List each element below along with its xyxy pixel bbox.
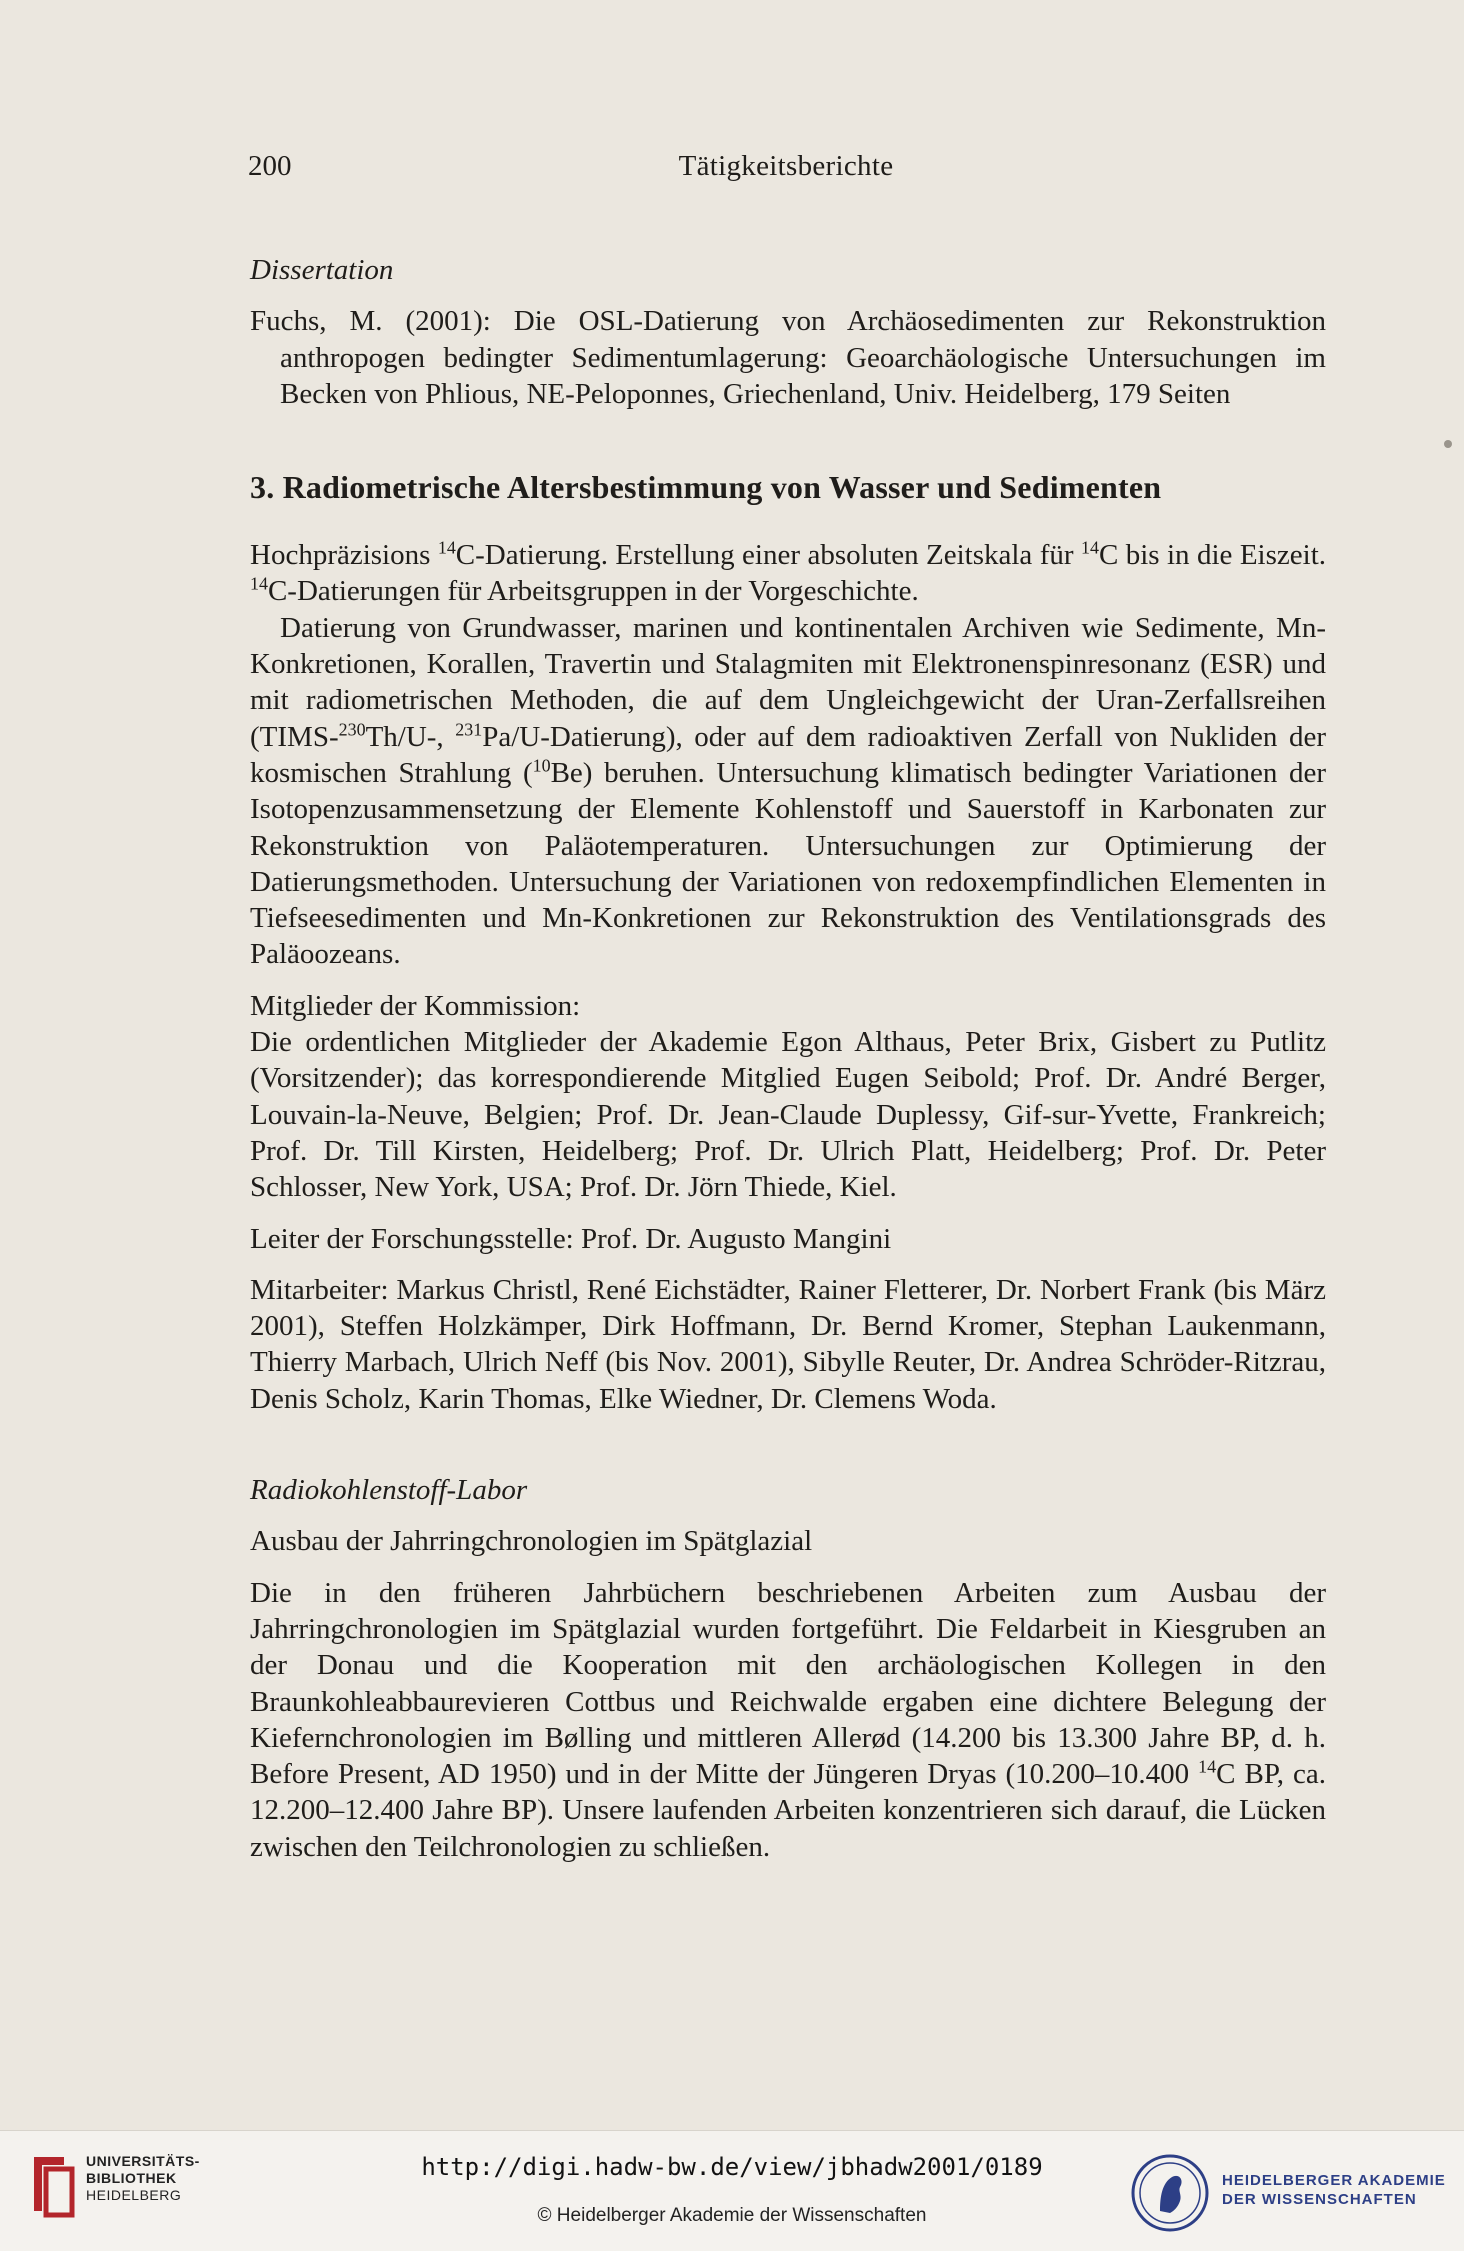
document-url-link[interactable]: http://digi.hadw-bw.de/view/jbhadw2001/0189 [421, 2153, 1043, 2181]
dissertation-label: Dissertation [250, 254, 394, 286]
dissertation-entry: Fuchs, M. (2001): Die OSL-Datierung von Archäosedimenten zur Rekonstruktion anthropogen bedingter Sedimentumlagerung: Geoarchäologische Untersuchungen im Becken von Phlious, NE-Peloponnes, Griechenland, Univ. Heidelberg, 179 Seiten [250, 305, 1326, 410]
page-edge-mark [1444, 440, 1452, 448]
radiocarbon-label: Radiokohlenstoff-Labor [250, 1474, 528, 1507]
copyright-text: © Heidelberger Akademie der Wissenschaften [537, 2205, 927, 2226]
running-head [248, 150, 1324, 190]
radiocarbon-body: Die in den früheren Jahrbüchern beschriebenen Arbeiten zum Ausbau der Jahrringchronologien im Spätglazial wurden fortgeführt. Die Feldarbeit in Kiesgruben an der Donau und die Kooperation mit den archäologischen Kollegen in den Braunkohleabbaurevieren Cottbus und Reichwalde ergaben eine dichtere Belegung der Kiefernchronologien im Bølling und mittleren Allerød (14.200 bis 13.300 Jahre BP, d. h. Before Present, AD 1950) und in der Mitte der Jüngeren Dryas (10.200–10.400 $^{14}$C BP, ca. 12.200–12.400 Jahre BP). Unsere laufenden Arbeiten konzentrieren sich darauf, die Lücken zwischen den Teilchronologien zu schließen. [250, 1576, 1326, 1863]
running-title: Tätigkeitsberichte [678, 150, 894, 182]
members-text: Die ordentlichen Mitglieder der Akademie Egon Althaus, Peter Brix, Gisbert zu Putlitz (Vorsitzender); das korrespondierende Mitglied Eugen Seibold; Prof. Dr. André Berger, Louvain-la-Neuve, Belgien; Prof. Dr. Jean-Claude Duplessy, Gif-sur-Yvette, Frankreich; Prof. Dr. Till Kirsten, Heidelberg; Prof. Dr. Ulrich Platt, Heidelberg; Prof. Dr. Peter Schlosser, New York, USA; Prof. Dr. Jörn Thiede, Kiel. [250, 1026, 1326, 1204]
academy-name: HEIDELBERGER AKADEMIE DER WISSENSCHAFTEN [1222, 2172, 1446, 2208]
page-number: 200 [248, 150, 292, 182]
page-content [250, 252, 1326, 1865]
members-label: Mitglieder der Kommission: [250, 989, 581, 1022]
library-name: UNIVERSITÄTS- BIBLIOTHEK HEIDELBERG [86, 2153, 200, 2203]
staff-text: Mitarbeiter: Markus Christl, René Eichstädter, Rainer Fletterer, Dr. Norbert Frank (bis März 2001), Steffen Holzkämper, Dirk Hoffmann, Dr. Bernd Kromer, Stephan Laukenmann, Thierry Marbach, Ulrich Neff (bis Nov. 2001), Sibylle Reuter, Dr. Andrea Schröder-Ritzrau, Denis Scholz, Karin Thomas, Elke Wiedner, Dr. Clemens Woda. [250, 1273, 1326, 1415]
section-description: Datierung von Grundwasser, marinen und kontinentalen Archiven wie Sedimente, Mn-Konkretionen, Korallen, Travertin und Stalagmiten mit Elektronenspinresonanz (ESR) und mit radiometrischen Methoden, die auf dem Ungleichgewicht der Uran-Zerfallsreihen (TIMS-$^{230}$Th/U-, $^{231}$Pa/U-Datierung), oder auf dem radioaktiven Zerfall von Nukliden der kosmischen Strahlung ($^{10}$Be) beruhen. Untersuchung klimatisch bedingter Variationen der Isotopenzusammensetzung der Elemente Kohlenstoff und Sauerstoff in Karbonaten zur Rekonstruktion von Paläotemperaturen. Untersuchungen zur Optimierung der Datierungsmethoden. Untersuchung der Variationen von redoxempfindlichen Elementen in Tiefseesedimenten und Mn-Konkretionen zur Rekonstruktion des Ventilationsgrads des Paläoozeans. [250, 611, 1327, 971]
radiocarbon-subheading: Ausbau der Jahrringchronologien im Spätglazial [250, 1525, 813, 1558]
section-intro: Hochpräzisions $^{14}$C-Datierung. Erstellung einer absoluten Zeitskala für $^{14}$C bis in die Eiszeit. $^{14}$C-Datierungen für Arbeitsgruppen in der Vorgeschichte. [250, 537, 1326, 608]
section-heading: 3. Radiometrische Altersbestimmung von Wasser und Sedimenten [250, 469, 1162, 506]
leader-text: Leiter der Forschungsstelle: Prof. Dr. Augusto Mangini [250, 1222, 892, 1255]
academy-seal-icon [1130, 2153, 1210, 2233]
footer-bar [0, 2130, 1464, 2251]
